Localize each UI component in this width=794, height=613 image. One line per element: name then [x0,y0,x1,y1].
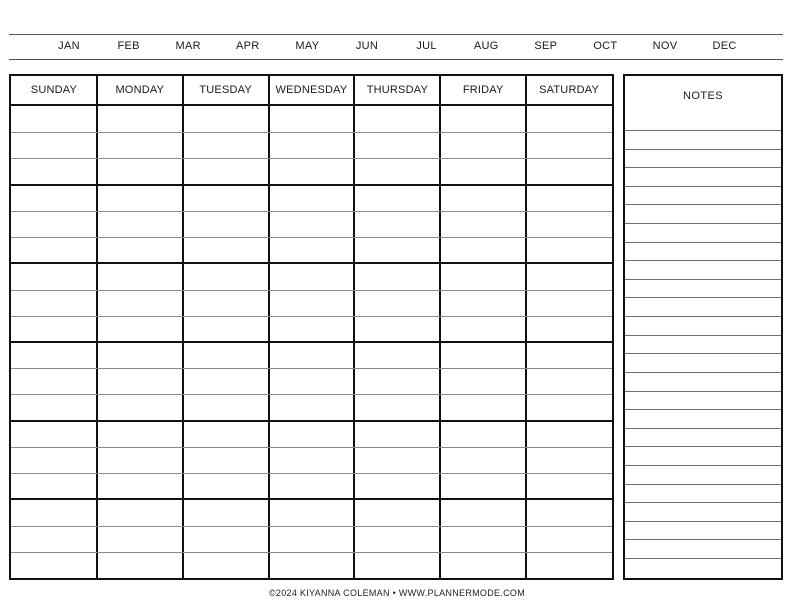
day-cell-friday[interactable] [440,185,526,264]
month-jan[interactable]: JAN [58,40,80,52]
footer-credit: ©2024 KIYANNA COLEMAN • WWW.PLANNERMODE.COM [268,588,526,598]
notes-line[interactable] [625,558,781,576]
month-sep[interactable]: SEP [534,40,558,52]
day-cell-tuesday[interactable] [183,421,269,500]
weekday-header [11,76,612,106]
day-cell-thursday[interactable] [354,263,440,342]
notes-line[interactable] [625,186,781,204]
weekday-thursday: THURSDAY [366,84,428,96]
day-cell-saturday[interactable] [526,499,612,578]
day-cell-wednesday[interactable] [269,185,355,264]
day-cell-saturday[interactable] [526,342,612,421]
day-cell-wednesday[interactable] [269,263,355,342]
day-cell-tuesday[interactable] [183,106,269,185]
day-cell-saturday[interactable] [526,106,612,185]
day-cell-friday[interactable] [440,263,526,342]
day-cell-sunday[interactable] [11,185,97,264]
notes-line[interactable] [625,204,781,222]
notes-line[interactable] [625,149,781,167]
notes-line[interactable] [625,130,781,148]
month-mar[interactable]: MAR [175,40,201,52]
month-may[interactable]: MAY [295,40,320,52]
notes-line[interactable] [625,391,781,409]
day-cell-sunday[interactable] [11,263,97,342]
day-cell-tuesday[interactable] [183,342,269,421]
day-cell-monday[interactable] [97,185,183,264]
weekday-sunday: SUNDAY [30,84,78,96]
day-cell-tuesday[interactable] [183,499,269,578]
day-cell-saturday[interactable] [526,421,612,500]
month-nov[interactable]: NOV [652,40,678,52]
day-cell-monday[interactable] [97,342,183,421]
day-cell-monday[interactable] [97,263,183,342]
day-cell-saturday[interactable] [526,185,612,264]
day-cell-wednesday[interactable] [269,421,355,500]
day-cell-wednesday[interactable] [269,342,355,421]
month-aug[interactable]: AUG [473,40,499,52]
notes-line[interactable] [625,521,781,539]
day-cell-monday[interactable] [97,421,183,500]
month-jun[interactable]: JUN [355,40,379,52]
weekday-wednesday: WEDNESDAY [275,84,348,96]
notes-panel [623,74,783,580]
day-cell-wednesday[interactable] [269,106,355,185]
day-cell-sunday[interactable] [11,421,97,500]
day-cell-sunday[interactable] [11,342,97,421]
notes-line[interactable] [625,353,781,371]
notes-line[interactable] [625,409,781,427]
notes-line[interactable] [625,242,781,260]
day-cell-monday[interactable] [97,106,183,185]
notes-line[interactable] [625,446,781,464]
notes-line[interactable] [625,335,781,353]
notes-line[interactable] [625,167,781,185]
notes-line[interactable] [625,484,781,502]
notes-line[interactable] [625,279,781,297]
month-strip [9,34,783,60]
day-cell-sunday[interactable] [11,499,97,578]
notes-title: NOTES [683,90,723,102]
day-cell-friday[interactable] [440,421,526,500]
notes-line[interactable] [625,428,781,446]
day-cell-saturday[interactable] [526,263,612,342]
weekday-friday: FRIDAY [462,84,504,96]
day-cell-friday[interactable] [440,106,526,185]
day-cell-thursday[interactable] [354,342,440,421]
day-cell-thursday[interactable] [354,499,440,578]
day-cell-friday[interactable] [440,342,526,421]
day-cell-sunday[interactable] [11,106,97,185]
day-cell-thursday[interactable] [354,421,440,500]
weekday-monday: MONDAY [115,84,165,96]
month-apr[interactable]: APR [236,40,260,52]
day-cell-friday[interactable] [440,499,526,578]
weekday-tuesday: TUESDAY [199,84,252,96]
month-jul[interactable]: JUL [416,40,437,52]
notes-line[interactable] [625,223,781,241]
day-cell-tuesday[interactable] [183,263,269,342]
month-oct[interactable]: OCT [593,40,618,52]
calendar-grid [9,74,614,580]
month-feb[interactable]: FEB [117,40,140,52]
day-cell-tuesday[interactable] [183,185,269,264]
day-cell-thursday[interactable] [354,185,440,264]
notes-line[interactable] [625,297,781,315]
notes-line[interactable] [625,260,781,278]
notes-line[interactable] [625,502,781,520]
day-cell-thursday[interactable] [354,106,440,185]
notes-line[interactable] [625,539,781,557]
day-cell-monday[interactable] [97,499,183,578]
notes-line[interactable] [625,465,781,483]
month-dec[interactable]: DEC [712,40,737,52]
day-cell-wednesday[interactable] [269,499,355,578]
notes-line[interactable] [625,372,781,390]
weekday-saturday: SATURDAY [539,84,599,96]
notes-line[interactable] [625,316,781,334]
